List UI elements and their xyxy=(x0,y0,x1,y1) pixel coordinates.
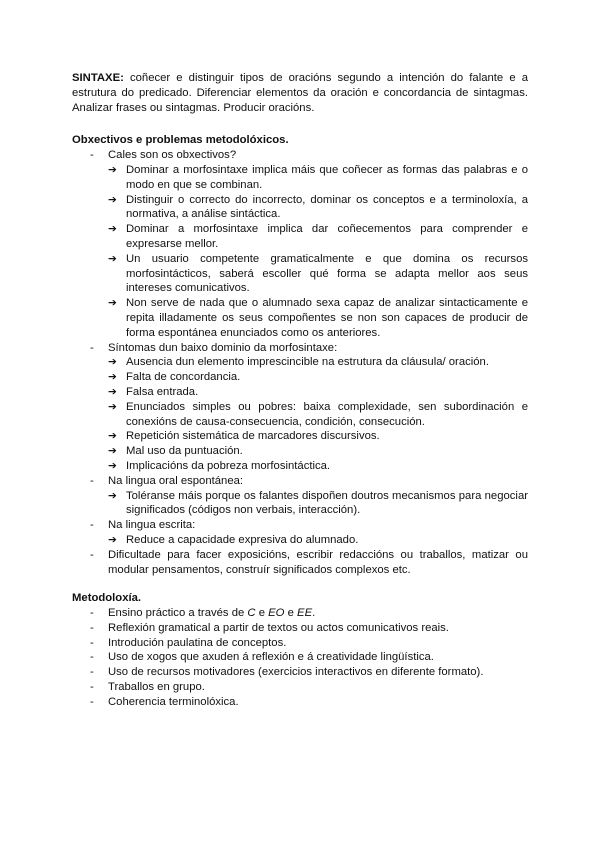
objective-subitem-text: Mal uso da puntuación. xyxy=(126,445,243,458)
objective-subitem-text: Reduce a capacidade expresiva do alumnado. xyxy=(126,533,359,546)
intro-label: SINTAXE: xyxy=(72,72,124,84)
objectives-title: Obxectivos e problemas metodolóxicos. xyxy=(72,134,289,147)
objective-subitem xyxy=(108,370,528,385)
dash-bullet: - xyxy=(90,149,94,162)
objective-item xyxy=(72,518,528,533)
objective-subitem xyxy=(108,296,528,340)
arrow-right-icon: ➔ xyxy=(108,533,117,546)
objective-subitem-text: Falta de concordancia. xyxy=(126,371,241,384)
methodology-item-text: Uso de recursos motivadores (exercicios interactivos en diferente formato). xyxy=(108,666,484,679)
objective-subitem-text: Repetición sistemática de marcadores discursivos. xyxy=(126,430,380,443)
objective-sublist xyxy=(72,355,528,473)
objective-item xyxy=(72,474,528,489)
objective-subitem xyxy=(108,355,528,370)
methodology-c: C xyxy=(247,607,256,620)
methodology-title: Metodoloxía. xyxy=(72,592,142,605)
arrow-right-icon: ➔ xyxy=(108,252,117,265)
methodology-ee: EE xyxy=(297,607,313,620)
dash-bullet: - xyxy=(90,607,94,620)
objectives-list xyxy=(72,148,528,577)
objective-subitem xyxy=(108,459,528,474)
methodology-eo: EO xyxy=(268,607,285,620)
methodology-item xyxy=(72,621,528,636)
methodology-first-end: . xyxy=(312,607,316,620)
objective-sublist xyxy=(72,163,528,341)
objective-item xyxy=(72,148,528,163)
dash-bullet: - xyxy=(90,548,94,561)
objective-subitem-text: Ausencia dun elemento imprescincible na estrutura da cláusula/ oración. xyxy=(126,356,489,369)
section-spacer xyxy=(72,577,528,591)
methodology-item-text: Introdución paulatina de conceptos. xyxy=(108,636,287,649)
objective-subitem-text: Un usuario competente gramaticalmente e que domina os recursos morfosintácticos, saberá escoller qué forma se adapta mellor aos seus intereses comunicativos. xyxy=(126,252,528,295)
arrow-right-icon: ➔ xyxy=(108,356,117,369)
arrow-right-icon: ➔ xyxy=(108,371,117,384)
objective-subitem xyxy=(108,252,528,296)
dash-bullet: - xyxy=(90,621,94,634)
methodology-item xyxy=(72,665,528,680)
objective-subitem xyxy=(108,429,528,444)
methodology-item-text: Traballos en grupo. xyxy=(108,681,205,694)
arrow-right-icon: ➔ xyxy=(108,430,117,443)
objective-subitem xyxy=(108,489,528,519)
methodology-item-text: Coherencia terminolóxica. xyxy=(108,695,239,708)
arrow-right-icon: ➔ xyxy=(108,489,117,502)
arrow-right-icon: ➔ xyxy=(108,459,117,472)
arrow-right-icon: ➔ xyxy=(108,163,117,176)
methodology-item xyxy=(72,650,528,665)
methodology-item-text: Uso de xogos que axuden á reflexión e á creatividade lingüística. xyxy=(108,651,434,664)
objective-item-text: Dificultade para facer exposicións, escribir redaccións ou traballos, matizar ou modular pensamentos, construír significados complexos etc. xyxy=(108,548,528,576)
objective-item xyxy=(72,548,528,578)
objective-item-text: Cales son os obxectivos? xyxy=(108,149,237,162)
methodology-item xyxy=(72,695,528,710)
dash-bullet: - xyxy=(90,666,94,679)
objective-item xyxy=(72,341,528,356)
dash-bullet: - xyxy=(90,695,94,708)
arrow-right-icon: ➔ xyxy=(108,445,117,458)
objective-subitem xyxy=(108,385,528,400)
objective-subitem-text: Implicacións da pobreza morfosintáctica. xyxy=(126,459,331,472)
arrow-right-icon: ➔ xyxy=(108,297,117,310)
objective-subitem xyxy=(108,444,528,459)
intro-text: coñecer e distinguir tipos de oracións segundo a intención do falante e a estrutura do predicado. Diferenciar elementos da oración e concordancia de sintagmas. Analizar frases ou sintagmas. Producir oracións. xyxy=(72,72,528,114)
objective-item-text: Síntomas dun baixo dominio da morfosintaxe: xyxy=(108,341,338,354)
methodology-item xyxy=(72,636,528,651)
objective-subitem xyxy=(108,163,528,193)
dash-bullet: - xyxy=(90,519,94,532)
objective-subitem-text: Non serve de nada que o alumnado sexa capaz de analizar sintacticamente e repita illadamente os seus compoñentes se non son capaces de producir de forma espontánea enunciados como os anteriores. xyxy=(126,297,528,339)
methodology-item-text: Reflexión gramatical a partir de textos ou actos comunicativos reais. xyxy=(108,621,449,634)
objective-subitem xyxy=(108,222,528,252)
arrow-right-icon: ➔ xyxy=(108,400,117,413)
methodology-item xyxy=(72,606,528,621)
objective-subitem xyxy=(108,400,528,430)
methodology-list xyxy=(72,606,528,710)
dash-bullet: - xyxy=(90,681,94,694)
objective-subitem-text: Toléranse máis porque os falantes dispoñen doutros mecanismos para negociar significados (códigos non verbais, interacción). xyxy=(126,489,528,517)
arrow-right-icon: ➔ xyxy=(108,385,117,398)
objective-subitem xyxy=(108,193,528,223)
dash-bullet: - xyxy=(90,341,94,354)
objective-subitem-text: Enunciados simples ou pobres: baixa complexidade, sen subordinación e conexións de causa-consecuencia, condición, consecución. xyxy=(126,400,528,428)
dash-bullet: - xyxy=(90,651,94,664)
methodology-and-2: e xyxy=(284,607,298,620)
objective-sublist xyxy=(72,489,528,519)
objective-subitem-text: Falsa entrada. xyxy=(126,385,199,398)
dash-bullet: - xyxy=(90,474,94,487)
arrow-right-icon: ➔ xyxy=(108,223,117,236)
document-page xyxy=(72,71,528,710)
objective-sublist xyxy=(72,533,528,548)
objective-subitem-text: Dominar a morfosintaxe implica máis que coñecer as formas das palabras e o modo en que se combinan. xyxy=(126,163,528,191)
methodology-first-prefix: Ensino práctico a través de xyxy=(108,607,248,620)
objective-item-text: Na lingua oral espontánea: xyxy=(108,474,244,487)
intro-paragraph xyxy=(72,71,528,115)
methodology-and-1: e xyxy=(255,607,269,620)
arrow-right-icon: ➔ xyxy=(108,193,117,206)
objective-subitem-text: Distinguir o correcto do incorrecto, dominar os conceptos e a terminoloxía, a normativa, a análise sintáctica. xyxy=(126,193,528,221)
objective-item-text: Na lingua escrita: xyxy=(108,519,196,532)
methodology-item xyxy=(72,680,528,695)
dash-bullet: - xyxy=(90,636,94,649)
objective-subitem xyxy=(108,533,528,548)
objective-subitem-text: Dominar a morfosintaxe implica dar coñecementos para comprender e expresarse mellor. xyxy=(126,223,528,250)
